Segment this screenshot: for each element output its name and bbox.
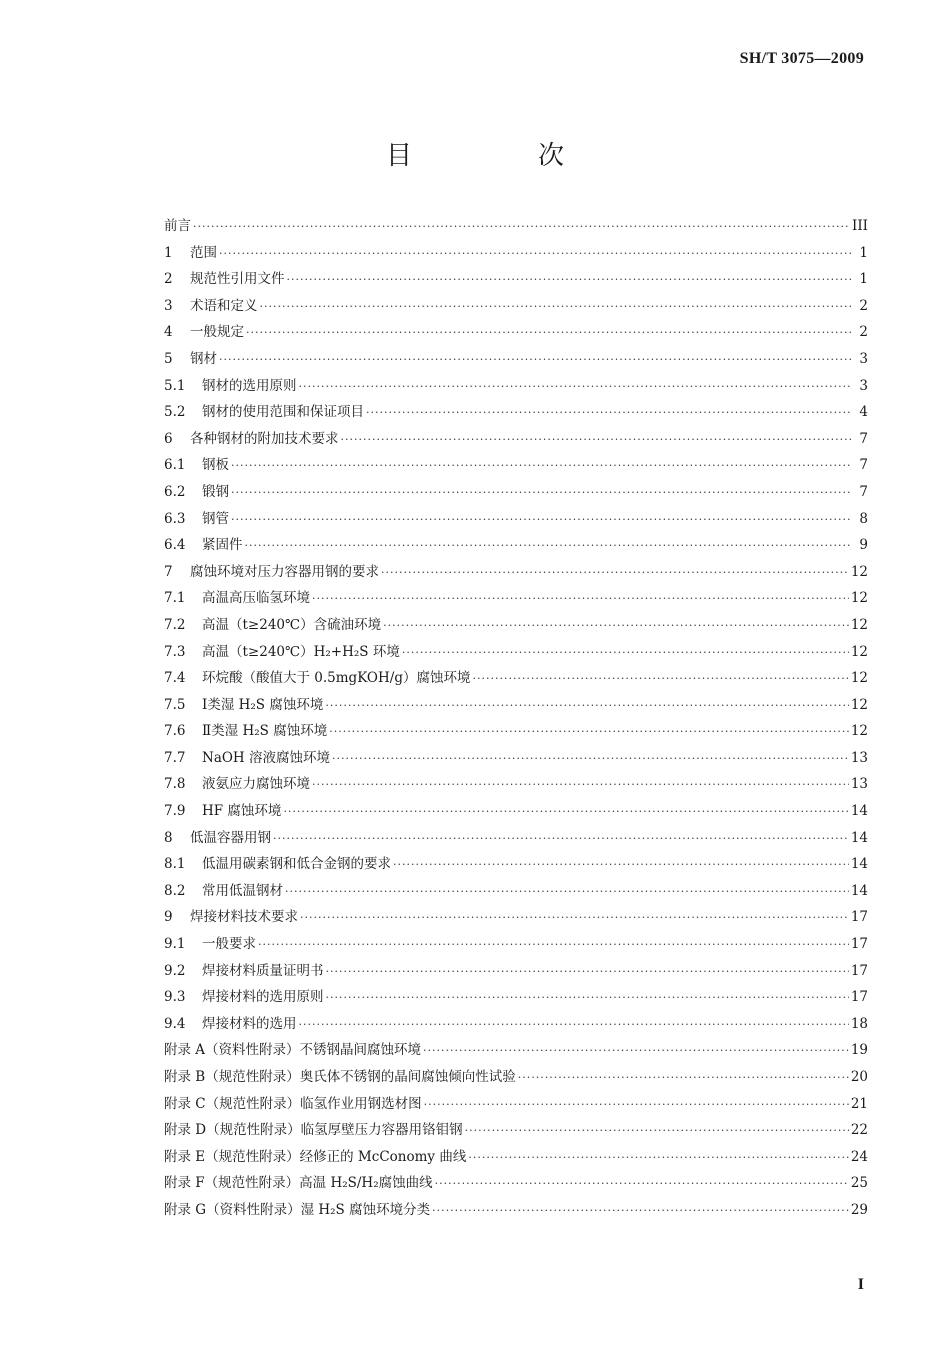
toc-entry-title xyxy=(164,905,298,925)
toc-entry[interactable] xyxy=(164,905,868,932)
toc-entry-title xyxy=(164,693,323,713)
toc-entry-title xyxy=(164,640,400,660)
toc-dot-leader xyxy=(260,300,853,313)
toc-entry-title xyxy=(164,1145,466,1165)
toc-entry-number: 7.5 xyxy=(164,696,186,713)
toc-entry-number: 6.1 xyxy=(164,457,186,474)
toc-dot-leader xyxy=(326,991,849,1004)
toc-entry-page: 3 xyxy=(859,377,868,394)
toc-entry[interactable] xyxy=(164,772,868,799)
toc-entry-title xyxy=(164,772,310,792)
toc-entry-number: 7.4 xyxy=(164,670,186,687)
toc-entry-label: 附录 E（规范性附录）经修正的 McConomy 曲线 xyxy=(164,1148,467,1165)
toc-dot-leader xyxy=(332,752,849,765)
toc-entry-page: 25 xyxy=(850,1175,868,1192)
toc-entry-label: 焊接材料技术要求 xyxy=(190,909,298,926)
toc-entry-page: 12 xyxy=(850,723,868,740)
toc-entry-label: 焊接材料质量证明书 xyxy=(202,962,324,979)
toc-entry-number: 6.2 xyxy=(164,483,186,500)
toc-dot-leader xyxy=(468,1151,848,1164)
toc-entry-page: 7 xyxy=(859,457,868,474)
toc-dot-leader xyxy=(472,672,848,685)
toc-entry-title xyxy=(164,533,243,553)
toc-entry-number: 5.1 xyxy=(164,377,186,394)
toc-entry[interactable] xyxy=(164,1198,868,1225)
toc-dot-leader xyxy=(341,433,853,446)
toc-entry-number: 7.6 xyxy=(164,723,186,740)
toc-entry[interactable] xyxy=(164,1092,868,1119)
toc-entry-page: 29 xyxy=(850,1201,868,1218)
toc-entry-page: 19 xyxy=(850,1042,868,1059)
toc-entry[interactable] xyxy=(164,1012,868,1039)
toc-entry-title xyxy=(164,1118,463,1138)
toc-entry[interactable] xyxy=(164,959,868,986)
toc-entry[interactable] xyxy=(164,640,868,667)
toc-entry-title xyxy=(164,879,283,899)
toc-entry-page: 20 xyxy=(850,1069,868,1085)
toc-entry-label: 钢管 xyxy=(202,510,229,527)
toc-entry-number: 9 xyxy=(164,909,173,926)
toc-entry-title xyxy=(164,932,256,952)
toc-entry-page: 13 xyxy=(850,749,868,766)
toc-entry-title xyxy=(164,746,330,766)
toc-entry[interactable] xyxy=(164,826,868,853)
toc-entry-page: 18 xyxy=(850,1015,868,1032)
toc-entry-label: 前言 xyxy=(164,218,191,234)
toc-entry-title xyxy=(164,560,379,580)
toc-entry-number: 8.1 xyxy=(164,856,186,873)
toc-entry[interactable] xyxy=(164,427,868,454)
toc-entry-title xyxy=(164,985,324,1005)
toc-dot-leader xyxy=(383,619,849,632)
toc-dot-leader xyxy=(381,566,849,579)
toc-entry-page: 17 xyxy=(850,909,868,926)
toc-entry-label: 高温（t≥240℃）H₂+H₂S 环境 xyxy=(202,643,400,660)
toc-entry-page: 2 xyxy=(859,324,868,341)
toc-entry-title xyxy=(164,320,244,340)
toc-entry-title xyxy=(164,586,310,606)
toc-entry-number: 7.9 xyxy=(164,803,186,820)
table-of-contents xyxy=(164,214,868,1225)
toc-entry[interactable] xyxy=(164,746,868,773)
toc-dot-leader xyxy=(518,1071,849,1084)
toc-entry-number: 6 xyxy=(164,430,173,447)
toc-entry[interactable] xyxy=(164,985,868,1012)
toc-entry-number: 8 xyxy=(164,829,173,846)
toc-entry[interactable] xyxy=(164,347,868,374)
toc-entry[interactable] xyxy=(164,1118,868,1145)
toc-entry-label: NaOH 溶液腐蚀环境 xyxy=(202,749,330,766)
toc-entry[interactable] xyxy=(164,799,868,826)
toc-entry[interactable] xyxy=(164,267,868,294)
toc-entry-number: 9.4 xyxy=(164,1015,186,1032)
toc-dot-leader xyxy=(326,965,849,978)
toc-dot-leader xyxy=(245,539,853,552)
toc-dot-leader xyxy=(273,832,849,845)
toc-entry[interactable] xyxy=(164,693,868,720)
toc-entry-label: 各种钢材的附加技术要求 xyxy=(190,430,339,447)
toc-entry-title xyxy=(164,799,281,819)
toc-entry[interactable] xyxy=(164,241,868,268)
toc-entry-label: 焊接材料的选用 xyxy=(202,1015,297,1032)
document-code: SH/T 3075—2009 xyxy=(739,50,864,67)
toc-entry-number: 3 xyxy=(164,297,173,314)
toc-entry-number: 8.2 xyxy=(164,882,186,899)
toc-entry-number: 7.2 xyxy=(164,616,186,633)
toc-entry-page: 24 xyxy=(850,1148,868,1165)
toc-entry-title xyxy=(164,1198,430,1218)
toc-dot-leader xyxy=(312,778,849,791)
toc-dot-leader xyxy=(283,805,848,818)
toc-entry-page: 1 xyxy=(859,271,868,288)
toc-entry-number: 4 xyxy=(164,324,173,341)
toc-entry-title xyxy=(164,1171,433,1191)
toc-dot-leader xyxy=(435,1177,849,1190)
toc-entry-label: 高温（t≥240℃）含硫油环境 xyxy=(202,616,382,633)
toc-entry[interactable] xyxy=(164,1171,868,1198)
toc-entry-label: 常用低温钢材 xyxy=(202,882,283,899)
toc-entry-title xyxy=(164,480,229,500)
toc-entry-number: 9.1 xyxy=(164,936,186,953)
toc-entry[interactable] xyxy=(164,480,868,507)
toc-entry-title xyxy=(164,267,285,287)
toc-dot-leader xyxy=(287,273,853,286)
toc-entry-page: 14 xyxy=(850,803,868,820)
toc-dot-leader xyxy=(299,380,853,393)
toc-entry-title xyxy=(164,347,217,367)
toc-entry-title xyxy=(164,400,364,420)
toc-entry-label: 一般要求 xyxy=(202,936,256,953)
toc-entry-title xyxy=(164,214,191,234)
toc-entry-label: Ⅱ类湿 H₂S 腐蚀环境 xyxy=(202,723,328,740)
toc-entry-title xyxy=(164,1012,297,1032)
toc-entry-number: 2 xyxy=(164,271,173,288)
toc-entry-label: 紧固件 xyxy=(202,537,243,554)
toc-entry-page: 22 xyxy=(850,1122,868,1139)
toc-entry-number: 5.2 xyxy=(164,404,186,421)
toc-dot-leader xyxy=(366,406,852,419)
toc-dot-leader xyxy=(329,725,849,738)
toc-entry-label: Ⅰ类湿 H₂S 腐蚀环境 xyxy=(202,696,324,713)
toc-entry-label: 附录 D（规范性附录）临氢厚壁压力容器用铬钼钢 xyxy=(164,1122,463,1139)
page-title: 目 次 xyxy=(385,141,614,171)
toc-dot-leader xyxy=(193,220,850,233)
toc-entry-number: 7.1 xyxy=(164,590,186,607)
toc-entry[interactable] xyxy=(164,613,868,640)
toc-dot-leader xyxy=(231,459,852,472)
toc-entry[interactable] xyxy=(164,453,868,480)
toc-entry[interactable] xyxy=(164,879,868,906)
toc-entry-page: 3 xyxy=(859,350,868,367)
toc-entry[interactable] xyxy=(164,560,868,587)
toc-entry-label: 术语和定义 xyxy=(190,297,258,314)
toc-entry-number: 5 xyxy=(164,350,173,367)
toc-entry-label: 钢材的使用范围和保证项目 xyxy=(202,404,364,421)
toc-dot-leader xyxy=(231,486,852,499)
toc-entry-number: 7.8 xyxy=(164,776,186,793)
toc-entry-label: 钢材的选用原则 xyxy=(202,377,297,394)
toc-entry-page: 7 xyxy=(859,483,868,500)
toc-entry-label: 附录 A（资料性附录）不锈钢晶间腐蚀环境 xyxy=(164,1042,422,1059)
toc-entry-label: 低温用碳素钢和低合金钢的要求 xyxy=(202,856,391,873)
toc-entry-page: 12 xyxy=(850,616,868,633)
toc-entry-title xyxy=(164,374,297,394)
toc-entry[interactable] xyxy=(164,533,868,560)
toc-dot-leader xyxy=(432,1204,849,1217)
page-number: I xyxy=(857,1276,864,1293)
toc-entry[interactable] xyxy=(164,1038,868,1065)
toc-dot-leader xyxy=(299,1018,849,1031)
toc-entry-page: 17 xyxy=(850,989,868,1006)
toc-entry[interactable] xyxy=(164,586,868,613)
toc-entry-title xyxy=(164,1065,516,1085)
toc-entry-page: 9 xyxy=(859,537,868,554)
toc-dot-leader xyxy=(424,1098,849,1111)
toc-entry[interactable] xyxy=(164,1145,868,1172)
toc-entry-label: 钢板 xyxy=(202,457,229,474)
toc-entry-number: 9.3 xyxy=(164,989,186,1006)
toc-entry-label: HF 腐蚀环境 xyxy=(202,803,282,820)
toc-dot-leader xyxy=(219,247,852,260)
toc-entry-label: 腐蚀环境对压力容器用钢的要求 xyxy=(190,563,379,580)
toc-entry[interactable] xyxy=(164,507,868,534)
toc-dot-leader xyxy=(219,353,852,366)
toc-entry-label: 高温高压临氢环境 xyxy=(202,590,310,607)
toc-dot-leader xyxy=(231,513,852,526)
toc-entry-page: 17 xyxy=(850,936,868,953)
toc-dot-leader xyxy=(246,326,852,339)
toc-entry-title xyxy=(164,1038,421,1058)
toc-entry-number: 7.3 xyxy=(164,643,186,660)
toc-dot-leader xyxy=(300,911,849,924)
toc-entry-title xyxy=(164,507,229,527)
toc-entry-number: 6.3 xyxy=(164,510,186,527)
toc-entry-number: 9.2 xyxy=(164,962,186,979)
toc-entry-label: 附录 C（规范性附录）临氢作业用钢选材图 xyxy=(164,1095,422,1112)
toc-entry-label: 附录 F（规范性附录）高温 H₂S/H₂腐蚀曲线 xyxy=(164,1175,433,1192)
toc-entry-title xyxy=(164,959,324,979)
toc-entry-label: 液氨应力腐蚀环境 xyxy=(202,776,310,793)
toc-entry-page: 14 xyxy=(850,882,868,899)
toc-entry-title xyxy=(164,666,470,686)
toc-entry-title xyxy=(164,241,217,261)
toc-entry-title xyxy=(164,294,258,314)
toc-entry-number: 7.7 xyxy=(164,749,186,766)
toc-entry-number: 6.4 xyxy=(164,537,186,554)
toc-entry-page: 17 xyxy=(850,962,868,979)
toc-entry-label: 规范性引用文件 xyxy=(190,271,285,288)
toc-entry-page: 1 xyxy=(859,244,868,261)
toc-entry[interactable] xyxy=(164,852,868,879)
toc-entry[interactable] xyxy=(164,666,868,693)
toc-entry-label: 环烷酸（酸值大于 0.5mgKOH/g）腐蚀环境 xyxy=(202,670,471,687)
toc-entry-title xyxy=(164,826,271,846)
toc-entry-page: 8 xyxy=(859,510,868,527)
toc-entry[interactable] xyxy=(164,1065,868,1092)
toc-entry[interactable] xyxy=(164,400,868,427)
toc-entry-page: 4 xyxy=(859,404,868,421)
toc-entry-title xyxy=(164,1092,422,1112)
toc-entry-page: 12 xyxy=(850,643,868,660)
toc-entry-label: 钢材 xyxy=(190,350,217,367)
toc-entry[interactable] xyxy=(164,374,868,401)
toc-entry-page: 21 xyxy=(850,1095,868,1112)
toc-entry-page: 7 xyxy=(859,430,868,447)
toc-dot-leader xyxy=(325,699,848,712)
toc-entry-label: 附录 G（资料性附录）湿 H₂S 腐蚀环境分类 xyxy=(164,1201,431,1218)
toc-entry-label: 范围 xyxy=(190,244,217,261)
toc-dot-leader xyxy=(258,938,849,951)
toc-entry[interactable] xyxy=(164,320,868,347)
toc-entry-label: 低温容器用钢 xyxy=(190,829,271,846)
toc-entry-page: 14 xyxy=(850,829,868,846)
toc-dot-leader xyxy=(402,646,849,659)
toc-entry-label: 焊接材料的选用原则 xyxy=(202,989,324,1006)
toc-entry-title xyxy=(164,719,327,739)
toc-dot-leader xyxy=(393,858,849,871)
toc-entry-page: 12 xyxy=(850,563,868,580)
toc-entry-page: 12 xyxy=(850,696,868,713)
toc-entry-title xyxy=(164,613,381,633)
toc-entry[interactable] xyxy=(164,719,868,746)
toc-entry-title xyxy=(164,427,339,447)
toc-entry-label: 锻钢 xyxy=(202,483,229,500)
toc-dot-leader xyxy=(285,885,849,898)
toc-entry[interactable] xyxy=(164,214,868,241)
toc-dot-leader xyxy=(423,1044,849,1057)
toc-entry-number: 7 xyxy=(164,563,173,580)
toc-entry[interactable] xyxy=(164,294,868,321)
toc-entry[interactable] xyxy=(164,932,868,959)
toc-entry-label: 附录 B（规范性附录）奥氏体不锈钢的晶间腐蚀倾向性试验 xyxy=(164,1069,516,1085)
toc-entry-title xyxy=(164,453,229,473)
toc-entry-page: 14 xyxy=(850,856,868,873)
toc-entry-number: 1 xyxy=(164,244,173,261)
toc-entry-label: 一般规定 xyxy=(190,324,244,341)
toc-entry-page: 12 xyxy=(850,590,868,607)
toc-entry-page: 2 xyxy=(859,297,868,314)
toc-dot-leader xyxy=(312,592,849,605)
toc-entry-page: III xyxy=(852,218,868,234)
toc-dot-leader xyxy=(465,1124,849,1137)
toc-entry-page: 13 xyxy=(850,776,868,793)
toc-entry-title xyxy=(164,852,391,872)
toc-entry-page: 12 xyxy=(850,670,868,687)
